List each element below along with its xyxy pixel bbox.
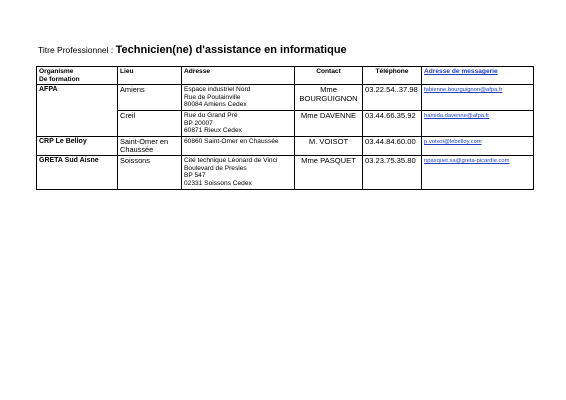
cell-telephone: 03.44.66.35.92 <box>363 110 422 136</box>
title-main: Technicien(ne) d'assistance en informatique <box>115 44 347 56</box>
table-row <box>37 85 534 111</box>
cell-adresse: 60860 Saint-Omer en Chaussée <box>182 136 295 155</box>
cell-contact: Mme DAVENNE <box>295 110 363 136</box>
cell-messagerie <box>422 136 534 155</box>
cell-lieu: Creil <box>118 110 182 136</box>
cell-messagerie <box>422 156 534 189</box>
email-link[interactable]: hamida.davenne@afpa.fr <box>424 112 490 119</box>
header-organisme: Organisme De formation <box>37 67 118 85</box>
cell-organisme: GRETA Sud Aisne <box>37 156 118 189</box>
table-row <box>37 156 534 189</box>
cell-telephone: 03.23.75.35.80 <box>363 156 422 189</box>
cell-adresse: Rue du Grand Pré BP 20007 60871 Rieux Cedex <box>182 110 295 136</box>
cell-organisme: AFPA <box>37 85 118 137</box>
email-link[interactable]: fabienne.bourguignon@afpa.fr <box>424 87 503 94</box>
cell-lieu: Amiens <box>118 85 182 111</box>
cell-contact: Mme PASQUET <box>295 156 363 189</box>
cell-contact: Mme BOURGUIGNON <box>295 85 363 111</box>
header-lieu: Lieu <box>118 67 182 85</box>
table-header-row <box>37 67 534 85</box>
header-messagerie[interactable]: Adresse de messagerie <box>422 67 534 85</box>
cell-messagerie <box>422 110 534 136</box>
title-prefix: Titre Professionnel : <box>38 45 116 55</box>
email-link[interactable]: p.voisot@lebelloy.com <box>424 138 482 145</box>
header-telephone: Téléphone <box>363 67 422 85</box>
cell-adresse: Espace industriel Nord Rue de Poulainville 80084 Amiens Cedex <box>182 85 295 111</box>
training-table <box>36 66 534 190</box>
table-row <box>37 136 534 155</box>
cell-contact: M. VOISOT <box>295 136 363 155</box>
header-adresse: Adresse <box>182 67 295 85</box>
email-link[interactable]: npasquet.sa@greta-picardie.com <box>424 158 510 165</box>
cell-adresse: Cité technique Léonard de Vinci Boulevard de Presles BP 547 02331 Soissons Cedex <box>182 156 295 189</box>
cell-telephone: 03.44.84.60.00 <box>363 136 422 155</box>
header-contact: Contact <box>295 67 363 85</box>
document-title <box>38 44 347 56</box>
cell-messagerie <box>422 85 534 111</box>
cell-organisme: CRP Le Belloy <box>37 136 118 155</box>
cell-lieu: Soissons <box>118 156 182 189</box>
cell-telephone: 03.22.54..37.98 <box>363 85 422 111</box>
cell-lieu: Saint-Omer en Chaussée <box>118 136 182 155</box>
